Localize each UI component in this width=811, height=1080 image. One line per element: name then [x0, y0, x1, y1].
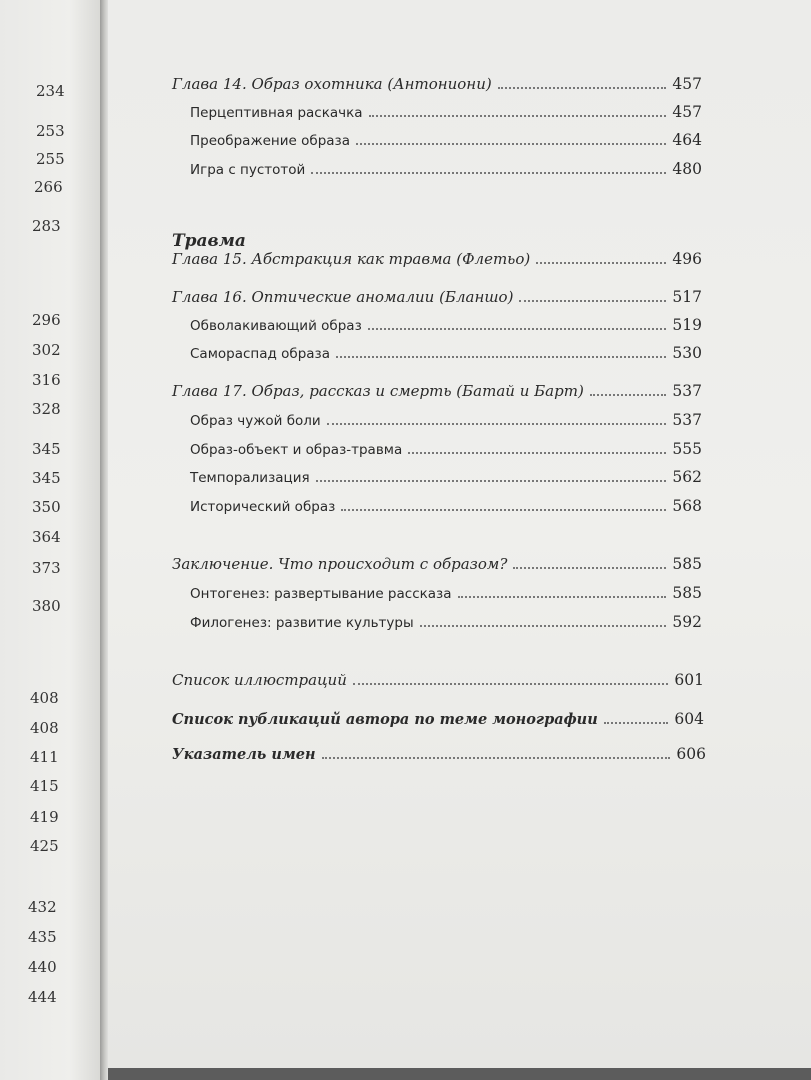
leader-dots — [322, 756, 671, 759]
leader-dots — [369, 114, 667, 117]
toc-entry-title: Перцептивная раскачка — [190, 105, 363, 121]
left-page-number: 415 — [30, 777, 59, 795]
toc-entry-subsection[interactable] — [190, 584, 702, 602]
toc-entry-title: Глава 17. Образ, рассказ и смерть (Батай и Барт) — [172, 382, 584, 400]
toc-entry-subsection[interactable] — [190, 613, 702, 631]
toc-entry-page: 606 — [676, 745, 706, 763]
left-page-number: 316 — [32, 371, 61, 389]
left-page-number: 364 — [32, 528, 61, 546]
left-page-number: 432 — [28, 898, 57, 916]
left-page-number: 411 — [30, 748, 59, 766]
toc-entry-name-index[interactable] — [172, 745, 706, 763]
toc-entry-page: 562 — [672, 468, 702, 486]
toc-entry-page: 592 — [672, 613, 702, 631]
toc-entry-title: Список иллюстраций — [172, 671, 347, 689]
toc-entry-page: 457 — [672, 75, 702, 93]
leader-dots — [327, 422, 667, 425]
left-page-number: 373 — [32, 559, 61, 577]
toc-entry-subsection[interactable] — [190, 468, 702, 486]
leader-dots — [311, 171, 666, 174]
leader-dots — [316, 479, 667, 482]
toc-entry-page: 585 — [672, 555, 702, 573]
leader-dots — [604, 721, 669, 724]
toc-entry-page: 585 — [672, 584, 702, 602]
toc-entry-page: 457 — [672, 103, 702, 121]
left-page-number: 255 — [36, 150, 65, 168]
toc-entry-page: 568 — [672, 497, 702, 515]
leader-dots — [420, 624, 667, 627]
toc-entry-title: Самораспад образа — [190, 346, 331, 362]
toc-entry-title: Глава 15. Абстракция как травма (Флетьо) — [172, 250, 531, 268]
left-page-number: 266 — [34, 178, 63, 196]
toc-entry-title: Заключение. Что происходит с образом? — [172, 555, 508, 573]
toc-entry-page: 480 — [672, 160, 702, 178]
leader-dots — [519, 299, 666, 302]
leader-dots — [408, 451, 666, 454]
toc-entry-page: 537 — [672, 411, 702, 429]
toc-entry-title: Игра с пустотой — [190, 162, 306, 178]
toc-entry-title: Исторический образ — [190, 499, 336, 515]
toc-entry-title: Указатель имен — [172, 746, 316, 763]
left-page-number: 345 — [32, 440, 61, 458]
left-page-number: 408 — [30, 689, 59, 707]
leader-dots — [590, 393, 667, 396]
toc-entry-title: Обволакивающий образ — [190, 318, 362, 334]
leader-dots — [356, 142, 666, 145]
toc-entry-page: 537 — [672, 382, 702, 400]
toc-entry-page: 464 — [672, 131, 702, 149]
left-page-number: 283 — [32, 217, 61, 235]
toc-entry-conclusion[interactable] — [172, 555, 702, 573]
toc-entry-publications[interactable] — [172, 710, 704, 728]
toc-entry-subsection[interactable] — [190, 411, 702, 429]
toc-entry-page: 530 — [672, 344, 702, 362]
toc-entry-title: Глава 14. Образ охотника (Антониони) — [172, 75, 492, 93]
leader-dots — [498, 86, 667, 89]
toc-entry-page: 519 — [672, 316, 702, 334]
toc-entry-title: Список публикаций автора по теме монографии — [172, 711, 598, 728]
left-page-number: 302 — [32, 341, 61, 359]
toc-entry-chapter-17[interactable] — [172, 382, 702, 400]
toc-entry-title: Образ-объект и образ-травма — [190, 442, 403, 458]
toc-entry-chapter-15[interactable] — [172, 250, 702, 268]
toc-entry-chapter-16[interactable] — [172, 288, 702, 306]
toc-entry-page: 604 — [674, 710, 704, 728]
toc-entry-subsection[interactable] — [190, 344, 702, 362]
leader-dots — [458, 595, 667, 598]
toc-entry-title: Онтогенез: развертывание рассказа — [190, 586, 452, 602]
toc-entry-title: Темпорализация — [190, 470, 310, 486]
left-page-number: 253 — [36, 122, 65, 140]
leader-dots — [513, 566, 666, 569]
left-page-number: 435 — [28, 928, 57, 946]
toc-entry-subsection[interactable] — [190, 131, 702, 149]
left-page-number: 234 — [36, 82, 65, 100]
left-page-number: 440 — [28, 958, 57, 976]
toc-entry-page: 517 — [672, 288, 702, 306]
toc-entry-subsection[interactable] — [190, 497, 702, 515]
section-heading: Травма — [172, 231, 246, 251]
toc-entry-subsection[interactable] — [190, 440, 702, 458]
toc-entry-chapter-14[interactable] — [172, 75, 702, 93]
toc-entry-page: 496 — [672, 250, 702, 268]
leader-dots — [341, 508, 666, 511]
toc-entry-page: 555 — [672, 440, 702, 458]
toc-entry-subsection[interactable] — [190, 316, 702, 334]
toc-entry-title: Глава 16. Оптические аномалии (Бланшо) — [172, 288, 514, 306]
left-page-number: 328 — [32, 400, 61, 418]
left-page-number: 419 — [30, 808, 59, 826]
toc-entry-title: Преображение образа — [190, 133, 350, 149]
left-page-number: 408 — [30, 719, 59, 737]
toc-entry-page: 601 — [674, 671, 704, 689]
leader-dots — [368, 327, 667, 330]
left-page-number: 350 — [32, 498, 61, 516]
left-page-number: 345 — [32, 469, 61, 487]
left-page-number: 296 — [32, 311, 61, 329]
leader-dots — [536, 261, 666, 264]
left-page-number: 380 — [32, 597, 61, 615]
leader-dots — [353, 682, 669, 685]
left-page-number: 425 — [30, 837, 59, 855]
left-page-number: 444 — [28, 988, 57, 1006]
toc-entry-illustrations[interactable] — [172, 671, 704, 689]
leader-dots — [336, 355, 666, 358]
toc-entry-subsection[interactable] — [190, 103, 702, 121]
toc-entry-title: Филогенез: развитие культуры — [190, 615, 414, 631]
toc-entry-title: Образ чужой боли — [190, 413, 321, 429]
toc-entry-subsection[interactable] — [190, 160, 702, 178]
